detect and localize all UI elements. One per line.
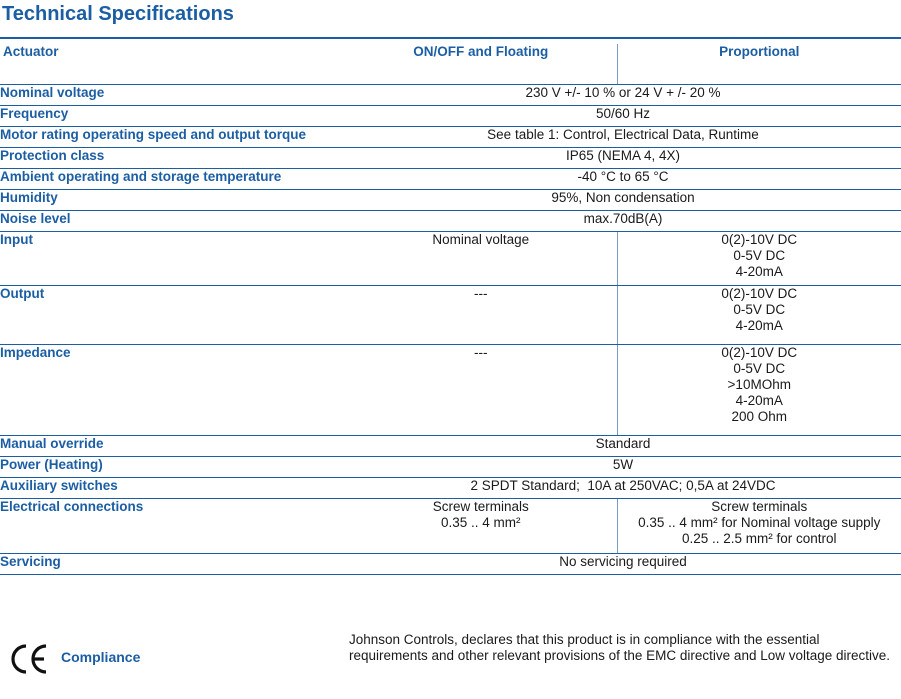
proportional-line: >10MOhm xyxy=(727,377,791,392)
proportional-cell xyxy=(617,286,901,345)
row-label: Output xyxy=(0,286,345,345)
row-value: 2 SPDT Standard; 10A at 250VAC; 0,5A at 24VDC xyxy=(345,478,901,499)
row-motor-rating xyxy=(0,127,901,148)
row-value: 95%, Non condensation xyxy=(345,190,901,211)
row-value: No servicing required xyxy=(345,554,901,575)
title-rule xyxy=(0,37,901,39)
row-label: Ambient operating and storage temperature xyxy=(0,169,345,190)
row-nominal-voltage xyxy=(0,85,901,106)
row-value: Standard xyxy=(345,436,901,457)
proportional-line: 0.25 .. 2.5 mm² for control xyxy=(681,531,837,546)
row-label: Impedance xyxy=(0,345,345,436)
spec-table xyxy=(0,44,901,575)
row-label: Nominal voltage xyxy=(0,85,345,106)
row-label: Frequency xyxy=(0,106,345,127)
proportional-line: 0-5V DC xyxy=(733,361,786,376)
onoff-cell xyxy=(345,232,617,286)
row-label: Auxiliary switches xyxy=(0,478,345,499)
row-value: IP65 (NEMA 4, 4X) xyxy=(345,148,901,169)
row-frequency xyxy=(0,106,901,127)
compliance-text: Johnson Controls, declares that this product is in compliance with the essential requirements and other relevant provisions of the EMC directive and Low voltage directive. xyxy=(349,632,891,663)
proportional-cell xyxy=(617,499,901,554)
onoff-line: --- xyxy=(474,286,488,301)
onoff-line: --- xyxy=(474,345,488,360)
proportional-line: 0-5V DC xyxy=(733,302,786,317)
row-label: Input xyxy=(0,232,345,286)
row-power-heating xyxy=(0,457,901,478)
proportional-line: 200 Ohm xyxy=(731,409,788,424)
row-output xyxy=(0,286,901,345)
proportional-line: 4-20mA xyxy=(735,318,783,333)
row-value: See table 1: Control, Electrical Data, Runtime xyxy=(345,127,901,148)
row-label: Power (Heating) xyxy=(0,457,345,478)
proportional-line: Screw terminals xyxy=(711,499,808,514)
ce-mark-icon xyxy=(8,642,52,676)
onoff-cell xyxy=(345,345,617,436)
row-electrical-connections xyxy=(0,499,901,554)
row-value: 50/60 Hz xyxy=(345,106,901,127)
onoff-cell xyxy=(345,286,617,345)
row-auxiliary-switches xyxy=(0,478,901,499)
onoff-line: Nominal voltage xyxy=(432,232,530,247)
proportional-line: 0(2)-10V DC xyxy=(721,286,798,301)
page-title: Technical Specifications xyxy=(2,3,234,25)
proportional-cell xyxy=(617,345,901,436)
header-onoff: ON/OFF and Floating xyxy=(345,44,617,85)
row-value: max.70dB(A) xyxy=(345,211,901,232)
row-value: 5W xyxy=(345,457,901,478)
onoff-cell xyxy=(345,499,617,554)
onoff-line: 0.35 .. 4 mm² xyxy=(440,515,521,530)
row-ambient-temperature xyxy=(0,169,901,190)
table-header-row xyxy=(0,44,901,85)
proportional-line: 4-20mA xyxy=(735,264,783,279)
row-noise-level xyxy=(0,211,901,232)
row-label: Manual override xyxy=(0,436,345,457)
row-label: Electrical connections xyxy=(0,499,345,554)
row-label: Humidity xyxy=(0,190,345,211)
row-impedance xyxy=(0,345,901,436)
row-humidity xyxy=(0,190,901,211)
header-actuator: Actuator xyxy=(0,44,345,85)
proportional-line: 4-20mA xyxy=(735,393,783,408)
row-label: Protection class xyxy=(0,148,345,169)
compliance-label: Compliance xyxy=(61,649,141,665)
row-label: Servicing xyxy=(0,554,345,575)
row-label: Motor rating operating speed and output torque xyxy=(0,127,345,148)
proportional-line: 0(2)-10V DC xyxy=(721,232,798,247)
row-servicing xyxy=(0,554,901,575)
onoff-line: Screw terminals xyxy=(432,499,529,514)
row-manual-override xyxy=(0,436,901,457)
proportional-cell xyxy=(617,232,901,286)
proportional-line: 0-5V DC xyxy=(733,248,786,263)
row-input xyxy=(0,232,901,286)
row-label: Noise level xyxy=(0,211,345,232)
row-protection-class xyxy=(0,148,901,169)
proportional-line: 0.35 .. 4 mm² for Nominal voltage supply xyxy=(638,515,881,530)
compliance-section xyxy=(0,629,901,699)
row-value: -40 °C to 65 °C xyxy=(345,169,901,190)
header-proportional: Proportional xyxy=(617,44,901,85)
row-value: 230 V +/- 10 % or 24 V + /- 20 % xyxy=(345,85,901,106)
proportional-line: 0(2)-10V DC xyxy=(721,345,798,360)
